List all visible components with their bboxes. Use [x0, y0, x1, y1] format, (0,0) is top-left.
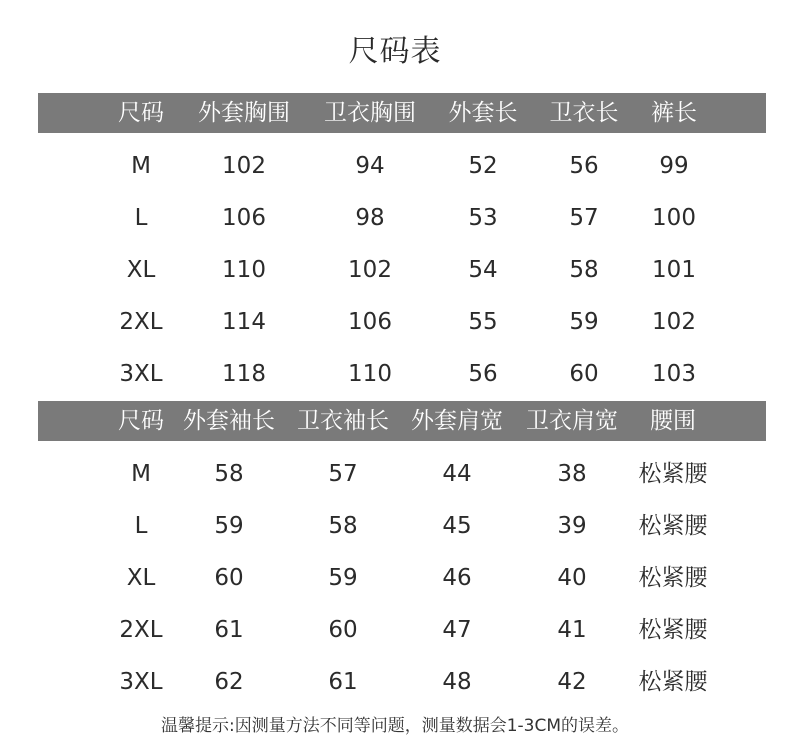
cell-size: L	[134, 205, 148, 231]
cell-value: 99	[659, 153, 689, 179]
cell-size: XL	[126, 565, 156, 591]
cell-value: 98	[355, 205, 385, 231]
cell-size: XL	[126, 257, 156, 283]
cell-value: 38	[557, 461, 587, 487]
cell-value: 39	[557, 513, 587, 539]
header-size: 尺码	[118, 100, 164, 126]
cell-size: L	[134, 513, 148, 539]
measurement-note: 温馨提示:因测量方法不同等问题，测量数据会1-3CM的误差。	[160, 716, 630, 736]
table-row	[0, 656, 790, 708]
cell-value: 118	[222, 361, 266, 387]
table-row	[0, 296, 790, 348]
cell-size: 3XL	[119, 669, 163, 695]
header-jacket-length: 外套长	[448, 100, 518, 126]
cell-value: 55	[468, 309, 498, 335]
table-row	[0, 552, 790, 604]
cell-value: 110	[348, 361, 392, 387]
cell-size: M	[131, 153, 151, 179]
cell-value: 60	[569, 361, 599, 387]
cell-value: 58	[569, 257, 599, 283]
size-table-1-header	[38, 93, 766, 133]
cell-value: 松紧腰	[638, 669, 708, 695]
table-row	[0, 604, 790, 656]
size-table-2-header	[38, 401, 766, 441]
cell-value: 102	[652, 309, 696, 335]
cell-value: 58	[214, 461, 244, 487]
table-row	[0, 192, 790, 244]
cell-value: 102	[222, 153, 266, 179]
header-size: 尺码	[118, 408, 164, 434]
cell-value: 松紧腰	[638, 461, 708, 487]
cell-value: 60	[328, 617, 358, 643]
cell-size: 3XL	[119, 361, 163, 387]
cell-value: 48	[442, 669, 472, 695]
cell-value: 52	[468, 153, 498, 179]
header-pants-length: 裤长	[651, 100, 697, 126]
page-title: 尺码表	[348, 34, 442, 69]
cell-value: 60	[214, 565, 244, 591]
cell-value: 57	[569, 205, 599, 231]
cell-value: 101	[652, 257, 696, 283]
cell-size: 2XL	[119, 309, 163, 335]
cell-value: 59	[214, 513, 244, 539]
header-jacket-shoulder: 外套肩宽	[411, 408, 503, 434]
cell-value: 40	[557, 565, 587, 591]
cell-size: 2XL	[119, 617, 163, 643]
cell-value: 42	[557, 669, 587, 695]
cell-value: 110	[222, 257, 266, 283]
header-hoodie-length: 卫衣长	[549, 100, 619, 126]
header-jacket-sleeve: 外套袖长	[183, 408, 275, 434]
cell-value: 松紧腰	[638, 513, 708, 539]
cell-value: 46	[442, 565, 472, 591]
table-row	[0, 348, 790, 400]
cell-value: 松紧腰	[638, 617, 708, 643]
cell-value: 57	[328, 461, 358, 487]
cell-value: 61	[214, 617, 244, 643]
cell-value: 102	[348, 257, 392, 283]
cell-value: 61	[328, 669, 358, 695]
header-hoodie-shoulder: 卫衣肩宽	[526, 408, 618, 434]
cell-value: 45	[442, 513, 472, 539]
table-row	[0, 140, 790, 192]
cell-value: 106	[222, 205, 266, 231]
cell-value: 106	[348, 309, 392, 335]
cell-value: 100	[652, 205, 696, 231]
cell-value: 41	[557, 617, 587, 643]
table-row	[0, 448, 790, 500]
cell-value: 54	[468, 257, 498, 283]
cell-value: 59	[328, 565, 358, 591]
table-row	[0, 244, 790, 296]
header-waist: 腰围	[650, 408, 696, 434]
cell-value: 103	[652, 361, 696, 387]
cell-size: M	[131, 461, 151, 487]
cell-value: 53	[468, 205, 498, 231]
cell-value: 56	[468, 361, 498, 387]
cell-value: 114	[222, 309, 266, 335]
cell-value: 62	[214, 669, 244, 695]
header-hoodie-sleeve: 卫衣袖长	[297, 408, 389, 434]
cell-value: 94	[355, 153, 385, 179]
cell-value: 58	[328, 513, 358, 539]
cell-value: 47	[442, 617, 472, 643]
cell-value: 59	[569, 309, 599, 335]
header-jacket-chest: 外套胸围	[198, 100, 290, 126]
header-hoodie-chest: 卫衣胸围	[324, 100, 416, 126]
cell-value: 松紧腰	[638, 565, 708, 591]
table-row	[0, 500, 790, 552]
cell-value: 44	[442, 461, 472, 487]
cell-value: 56	[569, 153, 599, 179]
